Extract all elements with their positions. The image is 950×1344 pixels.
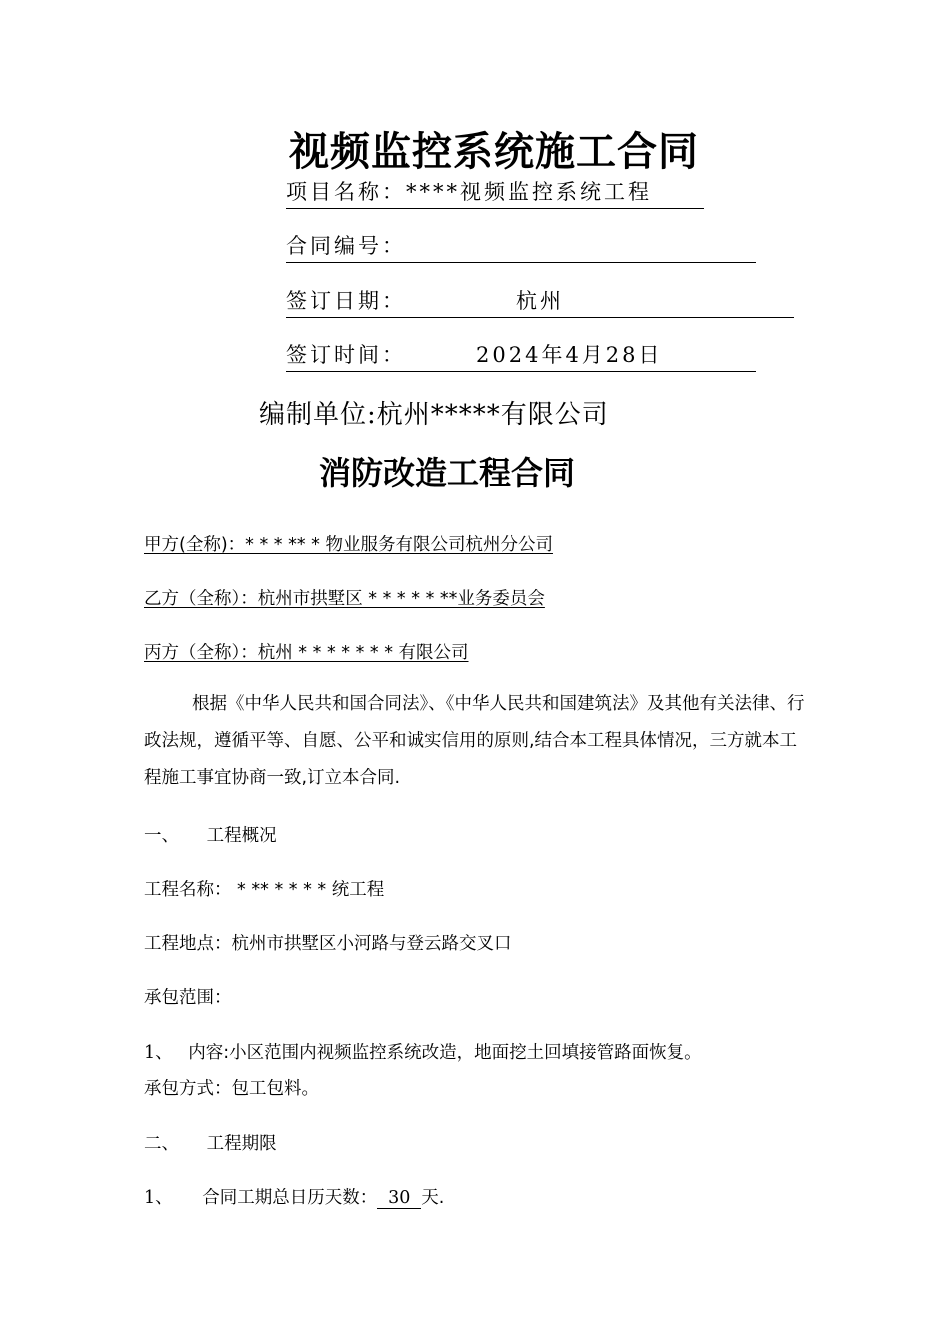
project-site-line: 工程地点：杭州市拱墅区小河路与登云路交叉口: [144, 934, 512, 954]
party-b: 乙方（全称）：杭州市拱墅区 * * * * * **业务委员会: [144, 589, 545, 609]
section-1-number: 一、: [144, 826, 179, 846]
contract-number-label: 合同编号：: [286, 234, 406, 258]
scope-item-1: [144, 1039, 702, 1064]
sign-date-value: 2024年4月28日: [476, 343, 663, 367]
term-days: 30: [377, 1188, 421, 1209]
sign-date-label: 签订时间：: [286, 343, 406, 367]
cover-title: 视频监控系统施工合同: [289, 129, 699, 175]
contract-number-field: [286, 232, 756, 263]
sign-place-value: 杭州: [516, 289, 564, 313]
section-1-heading: [144, 822, 277, 847]
project-name-value: ****视频监控系统工程: [406, 180, 652, 204]
section-1-title: 工程概况: [206, 826, 277, 846]
contract-title: 消防改造工程合同: [319, 454, 576, 492]
sign-place-field: [286, 287, 794, 318]
scope-item-1-text: 内容:小区范围内视频监控系统改造，地面挖土回填接管路面恢复。: [188, 1043, 702, 1063]
project-name-label: 项目名称：: [286, 180, 406, 204]
term-unit: 天.: [421, 1188, 445, 1208]
term-label: 合同工期总日历天数：: [202, 1188, 378, 1208]
section-2-number: 二、: [144, 1134, 179, 1154]
party-a: 甲方(全称)：* * * ** * 物业服务有限公司杭州分公司: [144, 535, 553, 555]
preamble-paragraph: 根据《中华人民共和国合同法》、《中华人民共和国建筑法》及其他有关法律、行政法规，遵循平等、自愿、公平和诚实信用的原则,结合本工程具体情况，三方就本工程施工事宜协商一致,订立本合同.: [144, 694, 805, 788]
project-name-field: [286, 178, 704, 209]
scope-item-1-number: 1、: [144, 1043, 173, 1063]
sign-place-label: 签订日期：: [286, 289, 406, 313]
term-number: 1、: [144, 1188, 173, 1208]
section-2-heading: [144, 1130, 277, 1155]
compiling-organization: 编制单位:杭州*****有限公司: [259, 400, 609, 430]
section-2-title: 工程期限: [206, 1134, 277, 1154]
contract-method-line: 承包方式：包工包料。: [144, 1079, 319, 1099]
term-line: [144, 1184, 444, 1209]
sign-date-field: [286, 341, 756, 372]
project-name-line: 工程名称： * ** * * * * 统工程: [144, 880, 385, 900]
scope-label-line: 承包范围：: [144, 988, 232, 1008]
party-c: 丙方（全称）：杭州 * * * * * * * 有限公司: [144, 643, 469, 663]
